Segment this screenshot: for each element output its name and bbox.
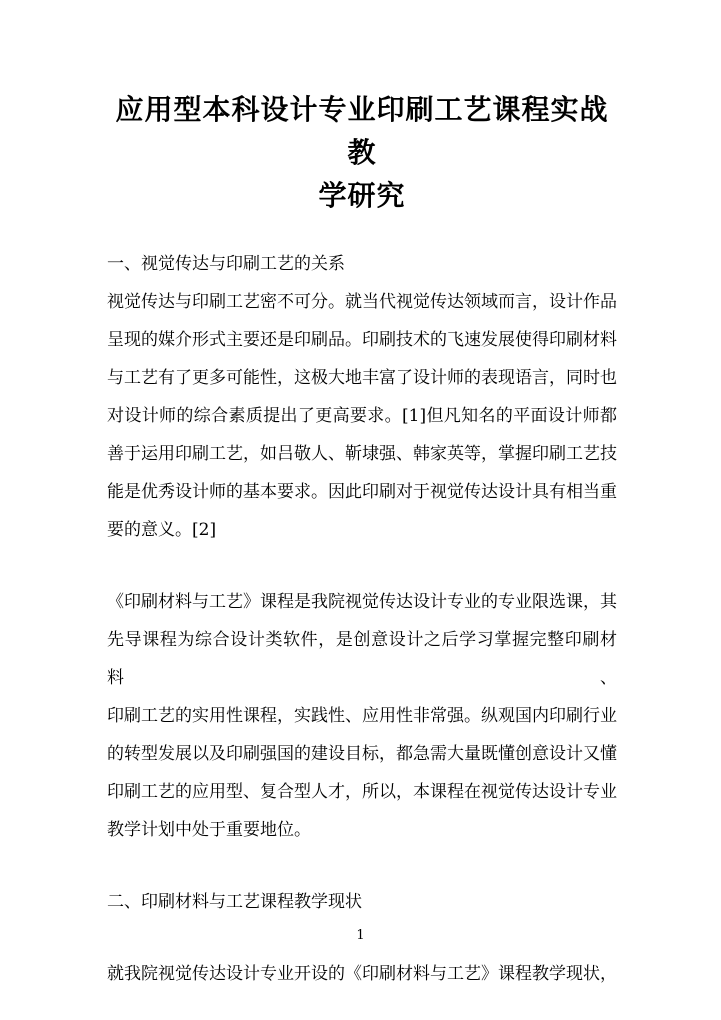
title-line: 学研究 <box>318 179 406 212</box>
paragraph <box>107 583 617 849</box>
text-line: 教学计划中处于重要地位。 <box>107 820 311 840</box>
document-title <box>107 88 617 217</box>
text-line: 《印刷材料与工艺》课程是我院视觉传达设计专业的专业限选课，其 <box>107 592 617 612</box>
text-line: 要的意义。[2] <box>107 520 217 540</box>
text-line: 视觉传达与印刷工艺密不可分。就当代视觉传达领域而言，设计作品 <box>107 292 617 312</box>
blank-line <box>107 849 617 883</box>
title-line: 应用型本科设计专业印刷工艺课程实战教 <box>115 93 609 169</box>
blank-line <box>107 549 617 583</box>
section-heading <box>107 245 617 283</box>
paragraph <box>107 955 617 993</box>
text-line: 先导课程为综合设计类软件，是创意设计之后学习掌握完整印刷材料、 <box>107 630 617 688</box>
section-heading <box>107 883 617 921</box>
text-line: 印刷工艺的应用型、复合型人才，所以，本课程在视觉传达设计专业 <box>107 782 617 802</box>
text-line: 与工艺有了更多可能性，这极大地丰富了设计师的表现语言，同时也 <box>107 368 617 388</box>
paragraph <box>107 283 617 549</box>
text-line: 的转型发展以及印刷强国的建设目标，都急需大量既懂创意设计又懂 <box>107 744 617 764</box>
document-body <box>107 245 617 993</box>
text-line: 呈现的媒介形式主要还是印刷品。印刷技术的飞速发展使得印刷材料 <box>107 330 617 350</box>
text-line: 对设计师的综合素质提出了更高要求。[1]但凡知名的平面设计师都 <box>107 406 617 426</box>
text-line: 就我院视觉传达设计专业开设的《印刷材料与工艺》课程教学现状， <box>107 964 617 984</box>
heading-line: 一、视觉传达与印刷工艺的关系 <box>107 254 345 274</box>
text-line: 能是优秀设计师的基本要求。因此印刷对于视觉传达设计具有相当重 <box>107 482 617 502</box>
page-number: 1 <box>356 928 365 943</box>
text-line: 善于运用印刷工艺，如吕敬人、靳埭强、韩家英等，掌握印刷工艺技 <box>107 444 617 464</box>
heading-line: 二、印刷材料与工艺课程教学现状 <box>107 892 362 912</box>
text-line: 印刷工艺的实用性课程，实践性、应用性非常强。纵观国内印刷行业 <box>107 706 617 726</box>
